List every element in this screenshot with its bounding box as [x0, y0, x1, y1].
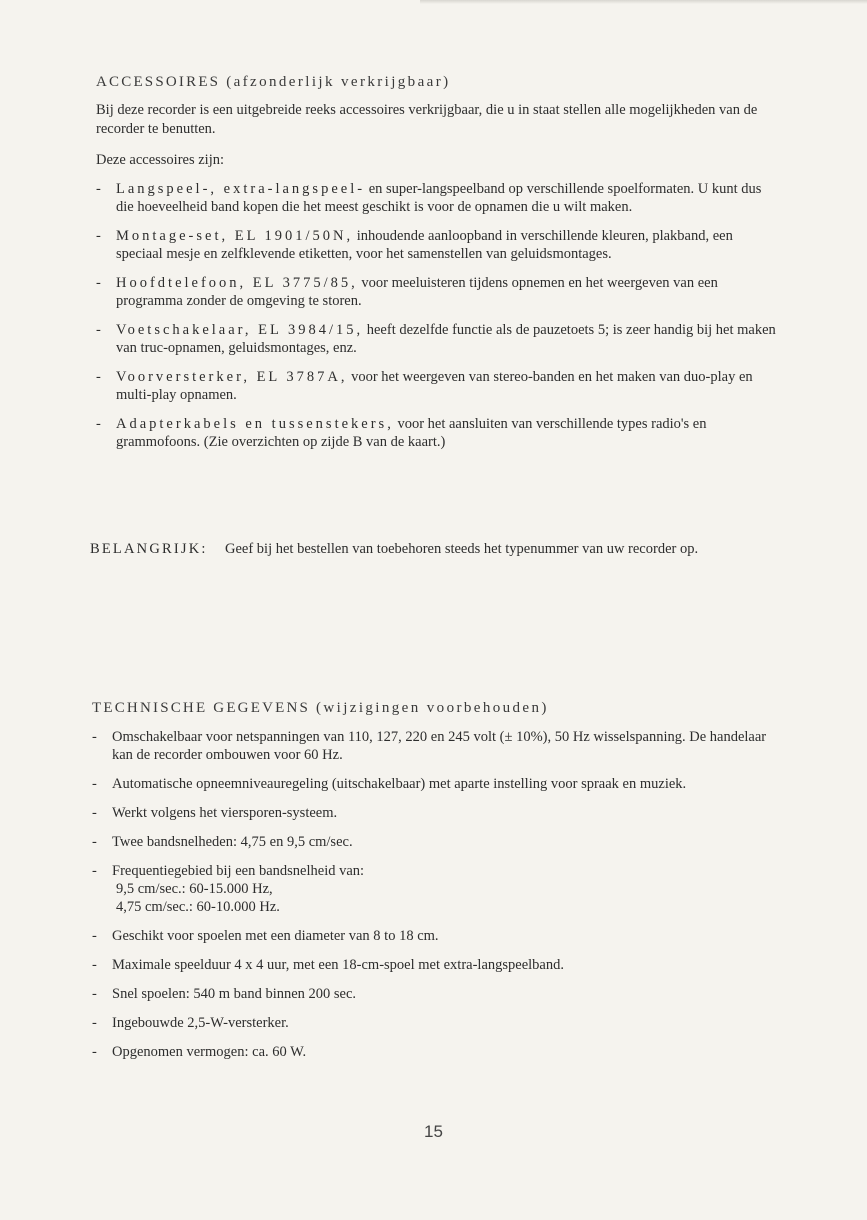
item-text: Twee bandsnelheden: 4,75 en 9,5 cm/sec.: [112, 834, 353, 850]
item-text: voor het aansluiten van verschillende types radio's en grammofoons. (Zie overzichten op zijde B van de kaart.): [116, 416, 707, 450]
accessoires-list: [96, 180, 776, 451]
list-item: - Twee bandsnelheden: 4,75 en 9,5 cm/sec.: [92, 834, 353, 850]
item-text: Ingebouwde 2,5-W-versterker.: [112, 1015, 289, 1031]
accessoires-heading-sub: (afzonderlijk verkrijgbaar): [226, 74, 451, 90]
list-item: - Langspeel-, extra-langspeel- en super-langspeelband op verschillende spoelformaten. U kunt dus die hoeveelheid band kopen die het meest geschikt is voor de opnamen die u wilt maken.: [96, 181, 762, 215]
list-item: - Opgenomen vermogen: ca. 60 W.: [92, 1044, 307, 1060]
list-item: - Ingebouwde 2,5-W-versterker.: [92, 1015, 289, 1031]
item-lead: Adapterkabels en tussenstekers,: [116, 416, 394, 432]
list-item: - Voetschakelaar, EL 3984/15, heeft dezelfde functie als de pauzetoets 5; is zeer handig bij het maken van truc-opnamen, geluidsmontages, enz.: [96, 322, 776, 356]
list-item: - Maximale speelduur 4 x 4 uur, met een 18-cm-spoel met extra-langspeelband.: [92, 957, 564, 973]
item-text: Frequentiegebied bij een bandsnelheid van:: [112, 863, 365, 879]
item-text: inhoudende aanloopband in verschillende kleuren, plakband, een speciaal mesje en zelfklevende etiketten, voor het samenstellen van geluidsmontages.: [116, 228, 733, 262]
item-text: voor het weergeven van stereo-banden en het maken van duo-play en multi-play opnamen.: [116, 369, 753, 403]
frequency-line-2: 4,75 cm/sec.: 60-10.000 Hz.: [116, 899, 280, 915]
item-text: Maximale speelduur 4 x 4 uur, met een 18-cm-spoel met extra-langspeelband.: [112, 957, 564, 973]
technische-heading-title: TECHNISCHE GEGEVENS: [92, 700, 311, 716]
list-item: - Automatische opneemniveauregeling (uitschakelbaar) met aparte instelling voor spraak en muziek.: [92, 776, 687, 792]
page-number: 15: [424, 1122, 443, 1141]
list-item: - Frequentiegebied bij een bandsnelheid van: 9,5 cm/sec.: 60-15.000 Hz, 4,75 cm/sec.: 60-10.000 Hz.: [92, 862, 772, 916]
notice-label: BELANGRIJK:: [90, 541, 208, 557]
item-text: Opgenomen vermogen: ca. 60 W.: [112, 1044, 307, 1060]
list-item: - Snel spoelen: 540 m band binnen 200 sec.: [92, 986, 357, 1002]
accessoires-heading-title: ACCESSOIRES: [96, 74, 221, 90]
item-lead: Voorversterker, EL 3787A,: [116, 369, 348, 385]
frequency-line-1: 9,5 cm/sec.: 60-15.000 Hz,: [116, 881, 273, 897]
item-lead: Hoofdtelefoon, EL 3775/85,: [116, 275, 358, 291]
item-lead: Voetschakelaar, EL 3984/15,: [116, 322, 364, 338]
item-lead: Montage-set, EL 1901/50N,: [116, 228, 354, 244]
item-text: Snel spoelen: 540 m band binnen 200 sec.: [112, 986, 357, 1002]
accessoires-heading: [96, 74, 776, 91]
technische-list: [92, 728, 772, 1061]
technische-section: [92, 700, 772, 1072]
accessoires-section: [96, 74, 776, 462]
item-text: Automatische opneemniveauregeling (uitschakelbaar) met aparte instelling voor spraak en muziek.: [112, 776, 687, 792]
accessoires-intro: Bij deze recorder is een uitgebreide reeks accessoires verkrijgbaar, die u in staat stellen alle mogelijkheden van de recorder te benutten.: [96, 102, 758, 137]
page-edge: [420, 0, 867, 4]
list-item: - Montage-set, EL 1901/50N, inhoudende aanloopband in verschillende kleuren, plakband, een speciaal mesje en zelfklevende etiketten, voor het samenstellen van geluidsmontages.: [96, 228, 733, 262]
list-item: - Geschikt voor spoelen met een diameter van 8 to 18 cm.: [92, 928, 439, 944]
technische-heading: [92, 700, 772, 717]
item-lead: Langspeel-, extra-langspeel-: [116, 181, 366, 197]
item-text: Geschikt voor spoelen met een diameter van 8 to 18 cm.: [112, 928, 439, 944]
item-text: Werkt volgens het viersporen-systeem.: [112, 805, 338, 821]
accessoires-list-intro: Deze accessoires zijn:: [96, 152, 225, 168]
list-item: - Omschakelbaar voor netspanningen van 110, 127, 220 en 245 volt (± 10%), 50 Hz wisselspanning. De handelaar kan de recorder ombouwen voor 60 Hz.: [92, 729, 767, 763]
item-text: heeft dezelfde functie als de pauzetoets 5; is zeer handig bij het maken van truc-opnamen, geluidsmontages, enz.: [116, 322, 776, 356]
item-text: voor meeluisteren tijdens opnemen en het weergeven van een programma zonder de omgeving te storen.: [116, 275, 718, 309]
notice-text: Geef bij het bestellen van toebehoren steeds het typenummer van uw recorder op.: [225, 541, 699, 557]
list-item: - Hoofdtelefoon, EL 3775/85, voor meeluisteren tijdens opnemen en het weergeven van een programma zonder de omgeving te storen.: [96, 275, 718, 309]
list-item: - Werkt volgens het viersporen-systeem.: [92, 805, 338, 821]
list-item: - Voorversterker, EL 3787A, voor het weergeven van stereo-banden en het maken van duo-play en multi-play opnamen.: [96, 369, 753, 403]
technische-heading-sub: (wijzigingen voorbehouden): [316, 700, 549, 716]
list-item: - Adapterkabels en tussenstekers, voor het aansluiten van verschillende types radio's en grammofoons. (Zie overzichten op zijde B van de kaart.): [96, 416, 707, 450]
item-text: Omschakelbaar voor netspanningen van 110, 127, 220 en 245 volt (± 10%), 50 Hz wisselspanning. De handelaar kan de recorder ombouwen voor 60 Hz.: [112, 729, 767, 763]
item-text: en super-langspeelband op verschillende spoelformaten. U kunt dus die hoeveelheid band kopen die het meest geschikt is voor de opnamen die u wilt maken.: [116, 181, 762, 215]
